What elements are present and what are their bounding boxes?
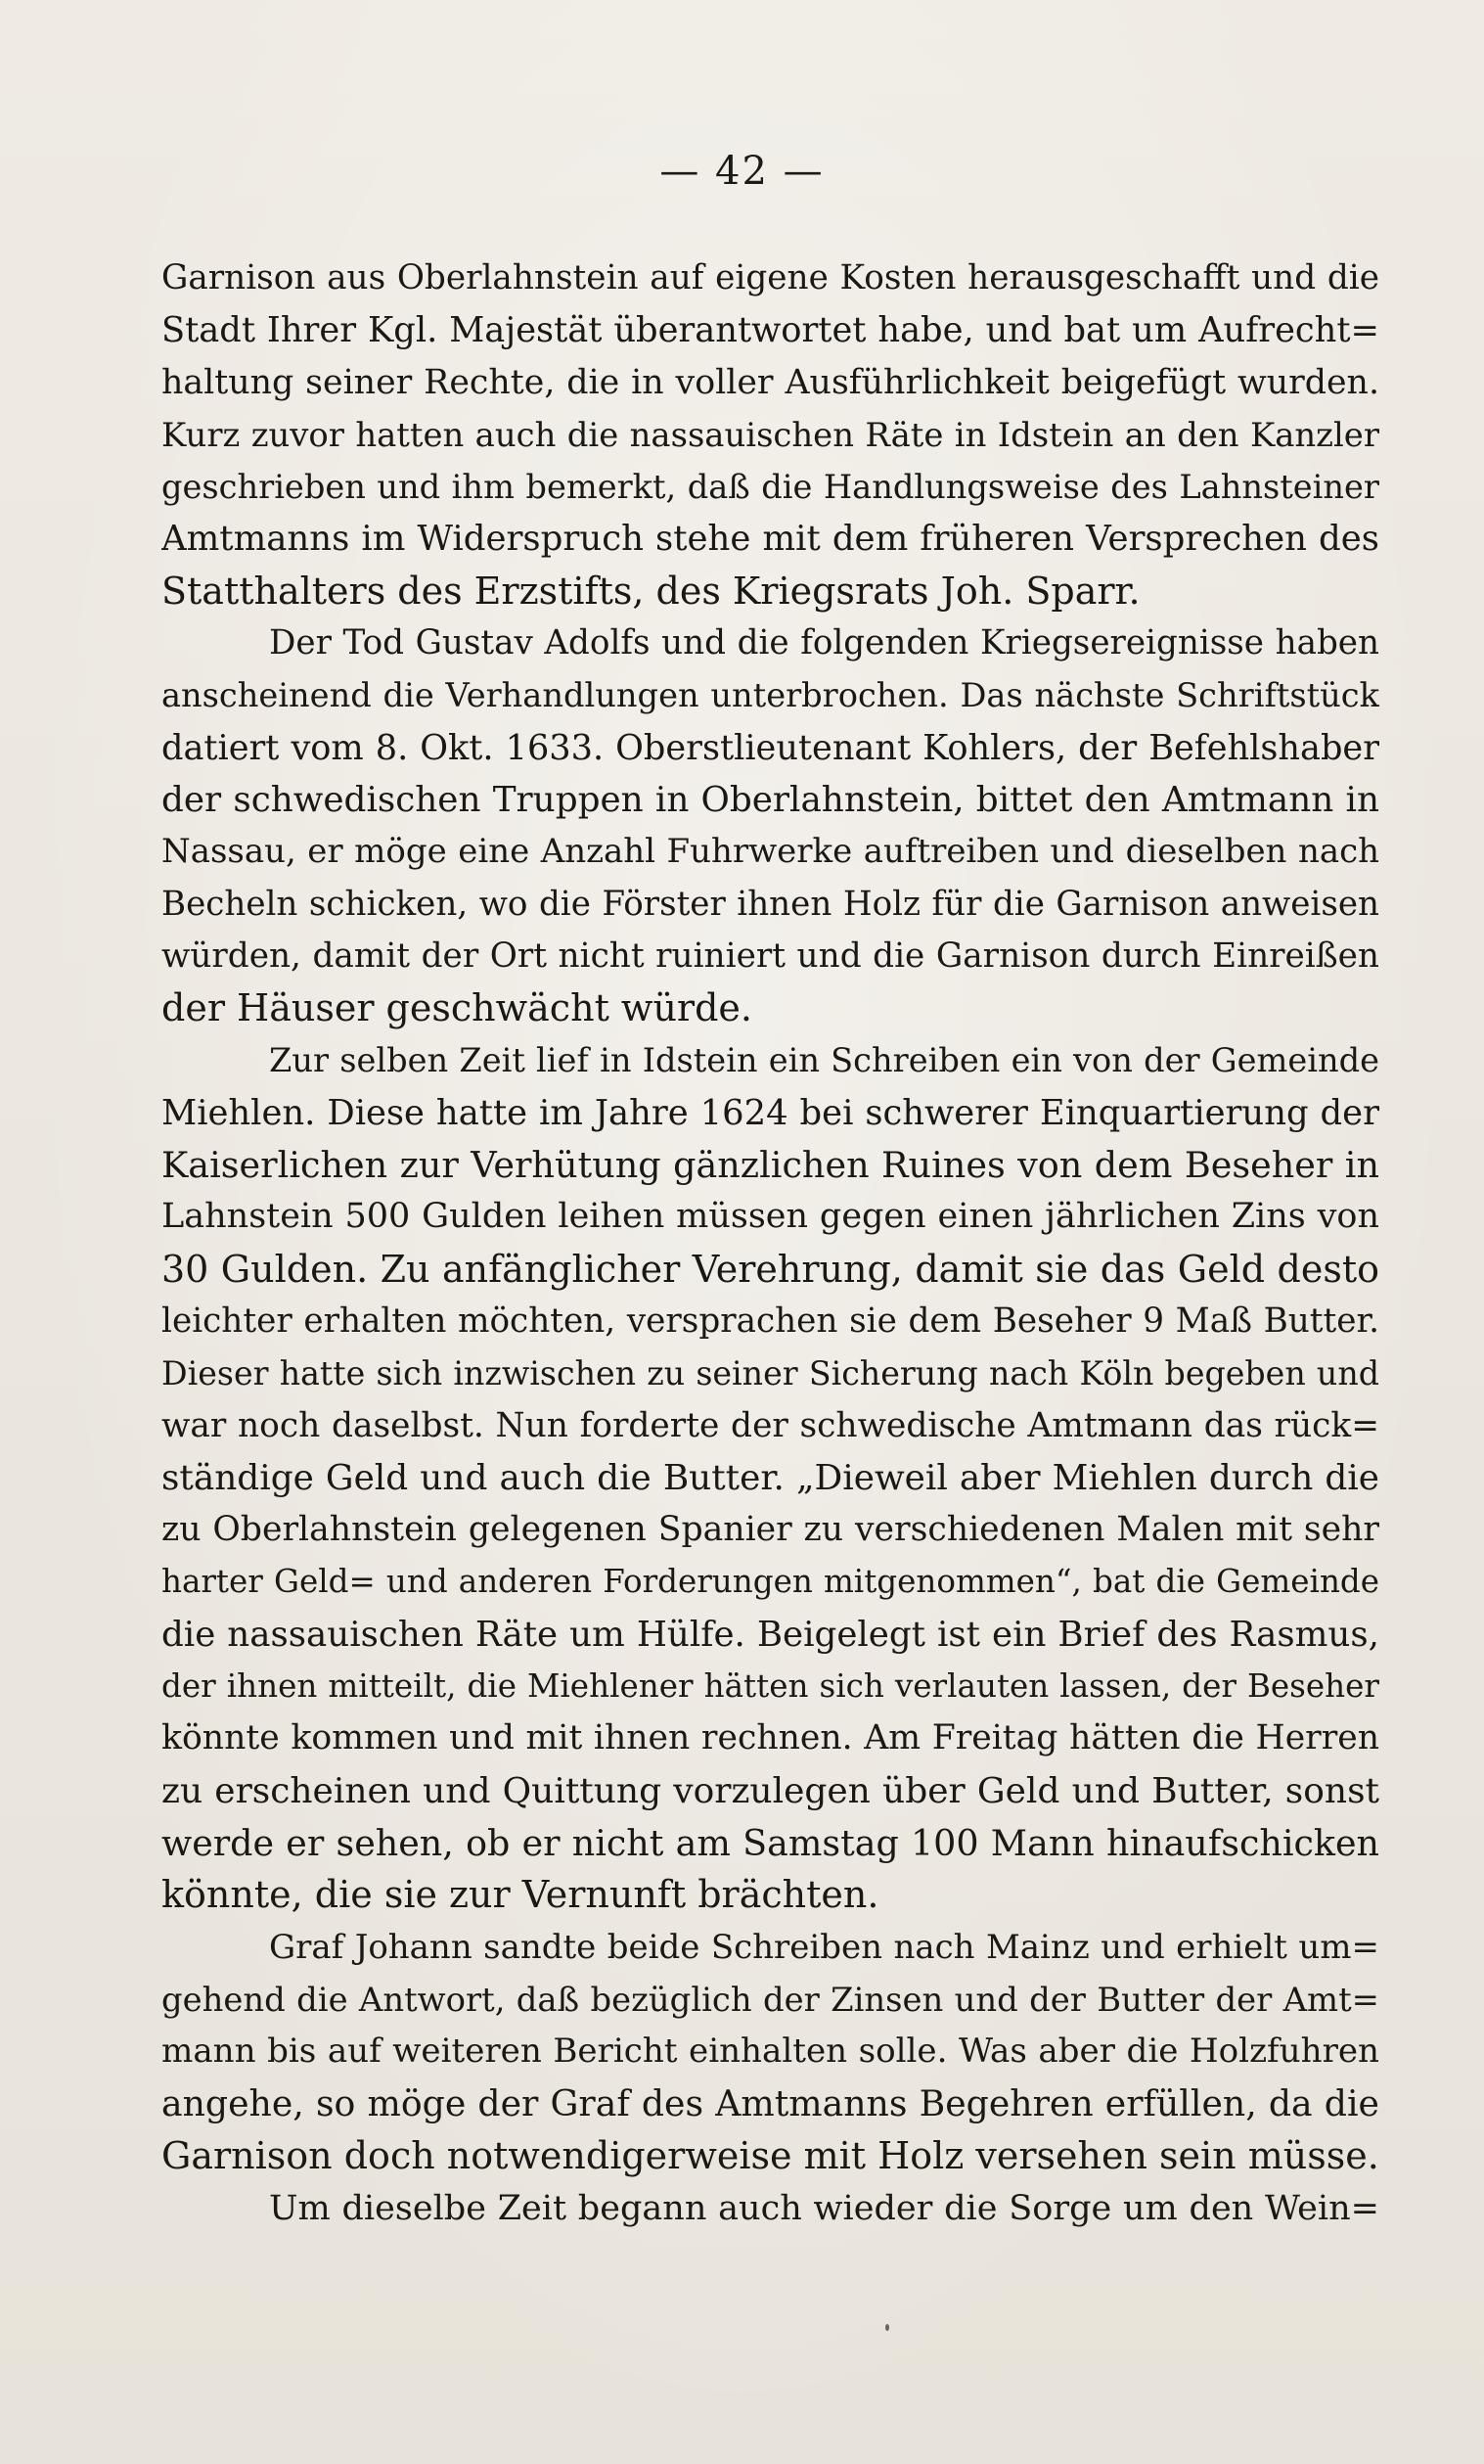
paragraph-start-line: Zur selben Zeit lief in Idstein ein Schreiben ein von der Gemeinde <box>269 1041 1379 1080</box>
text-line: anscheinend die Verhandlungen unterbrochen. Das nächste Schriftstück <box>161 676 1379 715</box>
text-line: geschrieben und ihm bemerkt, daß die Handlungsweise des Lahnsteiner <box>161 468 1379 507</box>
text-line: Amtmanns im Widerspruch stehe mit dem früheren Versprechen des <box>161 519 1379 560</box>
text-line: gehend die Antwort, daß bezüglich der Zinsen und der Butter der Amt= <box>161 1980 1379 2019</box>
text-line: zu Oberlahnstein gelegenen Spanier zu verschiedenen Malen mit sehr <box>161 1510 1379 1550</box>
text-line: die nassauischen Räte um Hülfe. Beigelegt ist ein Brief des Rasmus, <box>161 1614 1379 1655</box>
text-line: zu erscheinen und Quittung vorzulegen über Geld und Butter, sonst <box>161 1770 1379 1811</box>
page-number: — 42 — <box>659 149 825 194</box>
text-line: harter Geld= und anderen Forderungen mitgenommen“, bat die Gemeinde <box>161 1563 1379 1601</box>
text-line: Garnison aus Oberlahnstein auf eigene Kosten herausgeschafft und die <box>161 258 1379 297</box>
text-line: Garnison doch notwendigerweise mit Holz versehen sein müsse. <box>161 2133 1379 2177</box>
text-line: war noch daselbst. Nun forderte der schwedische Amtmann das rück= <box>161 1405 1379 1445</box>
text-line: Lahnstein 500 Gulden leihen müssen gegen einen jährlichen Zins von <box>161 1197 1379 1237</box>
text-line: Dieser hatte sich inzwischen zu seiner Sicherung nach Köln begeben und <box>161 1354 1379 1393</box>
paragraph-start-line: Der Tod Gustav Adolfs und die folgenden Kriegsereignisse haben <box>269 623 1379 663</box>
text-line: könnte, die sie zur Vernunft brächten. <box>161 1873 879 1917</box>
text-line: der schwedischen Truppen in Oberlahnstein, bittet den Amtmann in <box>161 779 1379 820</box>
text-line: mann bis auf weiteren Bericht einhalten solle. Was aber die Holzfuhren <box>161 2031 1379 2072</box>
text-line: angehe, so möge der Graf des Amtmanns Begehren erfüllen, da die <box>161 2082 1379 2125</box>
paragraph-start-line: Um dieselbe Zeit begann auch wieder die Sorge um den Wein= <box>269 2187 1379 2228</box>
text-line: leichter erhalten möchten, versprachen sie dem Beseher 9 Maß Butter. <box>161 1300 1379 1341</box>
text-line: der Häuser geschwächt würde. <box>161 986 752 1030</box>
text-line: Statthalters des Erzstifts, des Kriegsrats Joh. Sparr. <box>161 569 1141 613</box>
body-text <box>161 252 1379 2234</box>
text-line: der ihnen mitteilt, die Miehlener hätten sich verlauten lassen, der Beseher <box>161 1667 1379 1706</box>
text-line: Kurz zuvor hatten auch die nassauischen Räte in Idstein an den Kanzler <box>161 415 1379 454</box>
text-line: Nassau, er möge eine Anzahl Fuhrwerke auftreiben und dieselben nach <box>161 832 1379 872</box>
paragraph-start-line: Graf Johann sandte beide Schreiben nach Mainz und erhielt um= <box>269 1927 1379 1967</box>
text-line: haltung seiner Rechte, die in voller Ausführlichkeit beigefügt wurden. <box>161 362 1379 402</box>
text-line: ständige Geld und auch die Butter. „Dieweil aber Miehlen durch die <box>161 1457 1379 1498</box>
text-line: würden, damit der Ort nicht ruiniert und die Garnison durch Einreißen <box>161 935 1379 976</box>
ink-speck <box>885 2324 889 2331</box>
text-line: Kaiserlichen zur Verhütung gänzlichen Ruines von dem Beseher in <box>161 1144 1379 1187</box>
text-line: werde er sehen, ob er nicht am Samstag 100 Mann hinaufschicken <box>161 1821 1379 1864</box>
text-line: Miehlen. Diese hatte im Jahre 1624 bei schwerer Einquartierung der <box>161 1092 1379 1133</box>
text-line: Stadt Ihrer Kgl. Majestät überantwortet habe, und bat um Aufrecht= <box>161 310 1379 351</box>
text-line: datiert vom 8. Okt. 1633. Oberstlieutenant Kohlers, der Befehlshaber <box>161 727 1379 768</box>
text-line: Becheln schicken, wo die Förster ihnen Holz für die Garnison anweisen <box>161 884 1379 924</box>
text-line: 30 Gulden. Zu anfänglicher Verehrung, damit sie das Geld desto <box>161 1247 1379 1291</box>
text-line: könnte kommen und mit ihnen rechnen. Am Freitag hätten die Herren <box>161 1718 1379 1758</box>
